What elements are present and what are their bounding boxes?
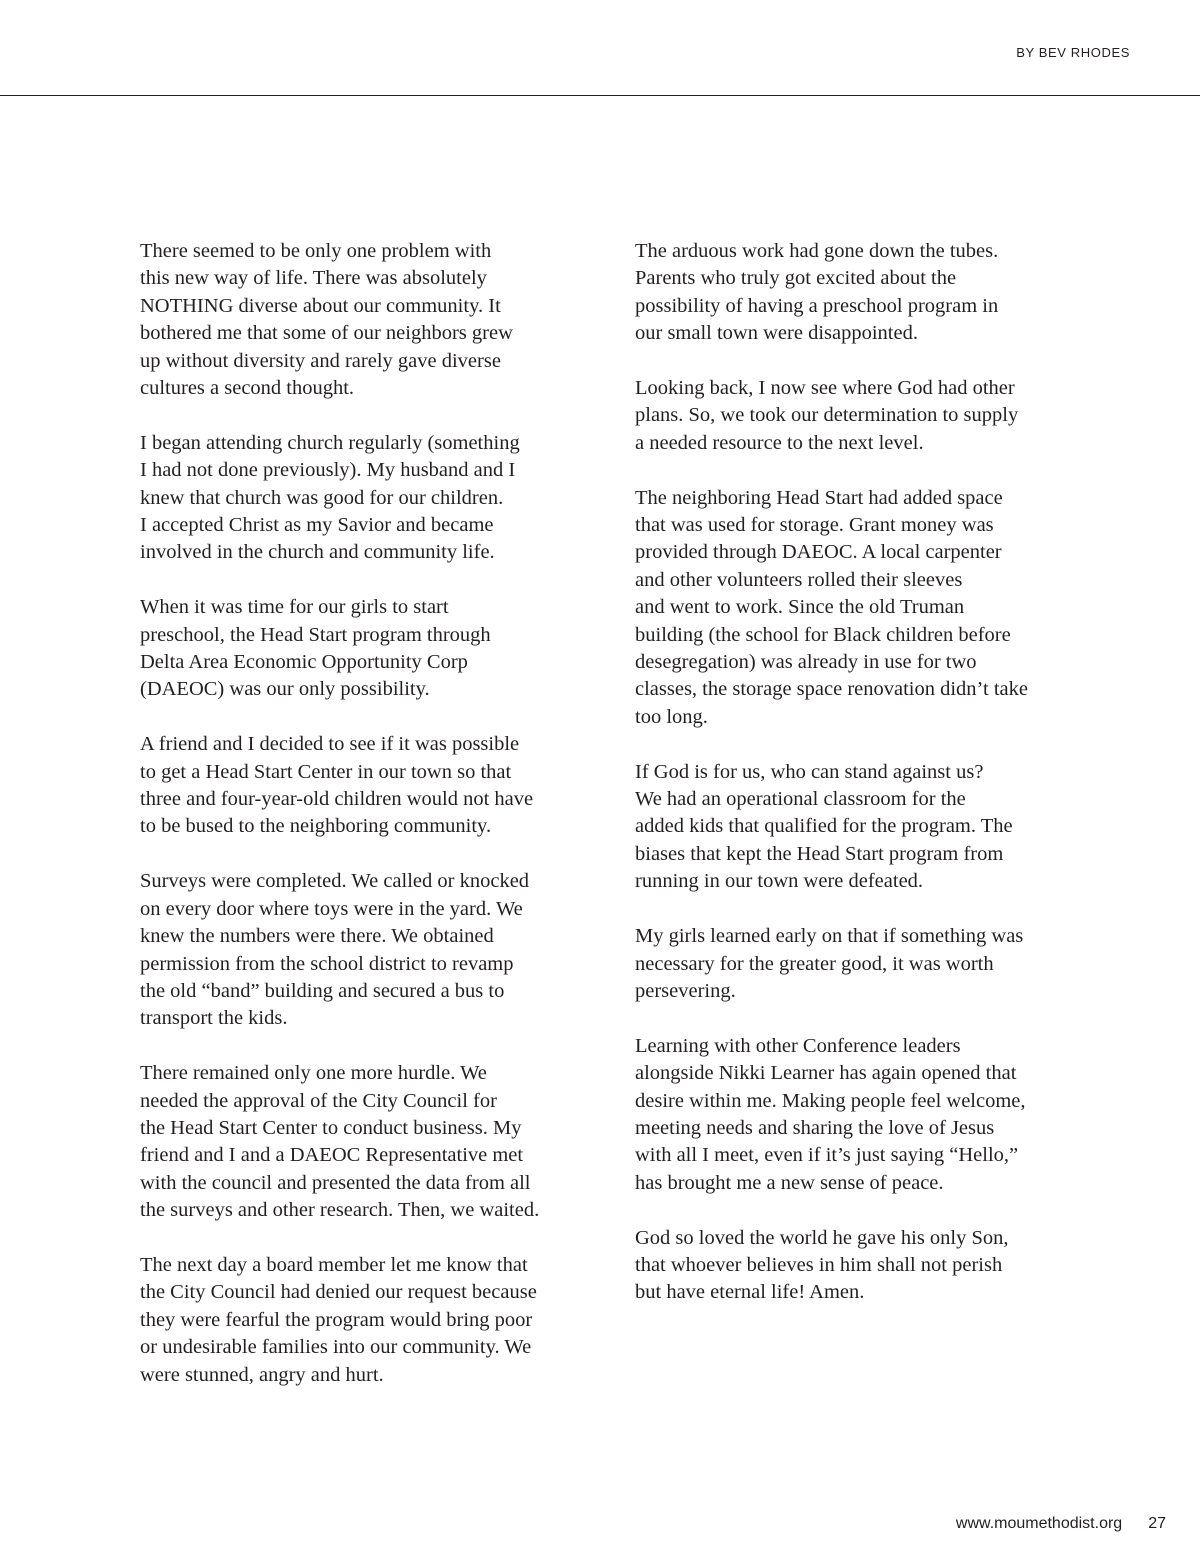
article-column-left bbox=[140, 238, 580, 1416]
paragraph: The arduous work had gone down the tubes. Parents who truly got excited about the possibility of having a preschool program in our small town were disappointed. bbox=[635, 240, 999, 345]
paragraph: A friend and I decided to see if it was possible to get a Head Start Center in our town so that three and four-year-old children would not have to be bused to the neighboring community. bbox=[140, 733, 534, 838]
paragraph: God so loved the world he gave his only Son, that whoever believes in him shall not perish but have eternal life! Amen. bbox=[635, 1226, 1009, 1304]
paragraph: Learning with other Conference leaders alongside Nikki Learner has again opened that desire within me. Making people feel welcome, meeting needs and sharing the love of Jesus with all I meet, even if it’s just saying “Hello,” has brought me a new sense of peace. bbox=[635, 1034, 1026, 1194]
paragraph: Looking back, I now see where God had other plans. So, we took our determination to supply a needed resource to the next level. bbox=[635, 377, 1019, 454]
paragraph: The next day a board member let me know that the City Council had denied our request because they were fearful the program would bring poor or undesirable families into our community. We were stunned, angry and hurt. bbox=[140, 1253, 537, 1386]
page-number: 27 bbox=[1148, 1515, 1166, 1532]
byline: BY BEV RHODES bbox=[1016, 45, 1130, 60]
paragraph: There seemed to be only one problem with this new way of life. There was absolutely NOTHING diverse about our community. It bothered me that some of our neighbors grew up without diversity and rarely gave diverse cultures a second thought. bbox=[140, 240, 513, 400]
paragraph: I began attending church regularly (something I had not done previously). My husband and I knew that church was good for our children. I accepted Christ as my Savior and became involved in the church and community life. bbox=[140, 431, 520, 564]
website-url: www.moumethodist.org bbox=[955, 1515, 1123, 1532]
header-rule bbox=[0, 95, 1200, 96]
article-column-right bbox=[635, 238, 1075, 1334]
paragraph: Surveys were completed. We called or knocked on every door where toys were in the yard. We knew the numbers were there. We obtained permission from the school district to revamp the old “band” building and secured a bus to transport the kids. bbox=[140, 870, 530, 1030]
paragraph: My girls learned early on that if something was necessary for the greater good, it was worth persevering. bbox=[635, 925, 1024, 1002]
paragraph: There remained only one more hurdle. We needed the approval of the City Council for the Head Start Center to conduct business. My friend and I and a DAEOC Representative met with the council and presented the data from all the surveys and other research. Then, we waited. bbox=[140, 1062, 540, 1222]
paragraph: The neighboring Head Start had added space that was used for storage. Grant money was provided through DAEOC. A local carpenter and other volunteers rolled their sleeves and went to work. Since the old Truman building (the school for Black children before desegregation) was already in use for two classes, the storage space renovation didn’t take too long. bbox=[635, 486, 1028, 728]
paragraph: If God is for us, who can stand against us? We had an operational classroom for the added kids that qualified for the program. The biases that kept the Head Start program from running in our town were defeated. bbox=[635, 760, 1013, 893]
page-footer bbox=[956, 1515, 1166, 1533]
paragraph: When it was time for our girls to start preschool, the Head Start program through Delta Area Economic Opportunity Corp (DAEOC) was our only possibility. bbox=[140, 596, 491, 701]
